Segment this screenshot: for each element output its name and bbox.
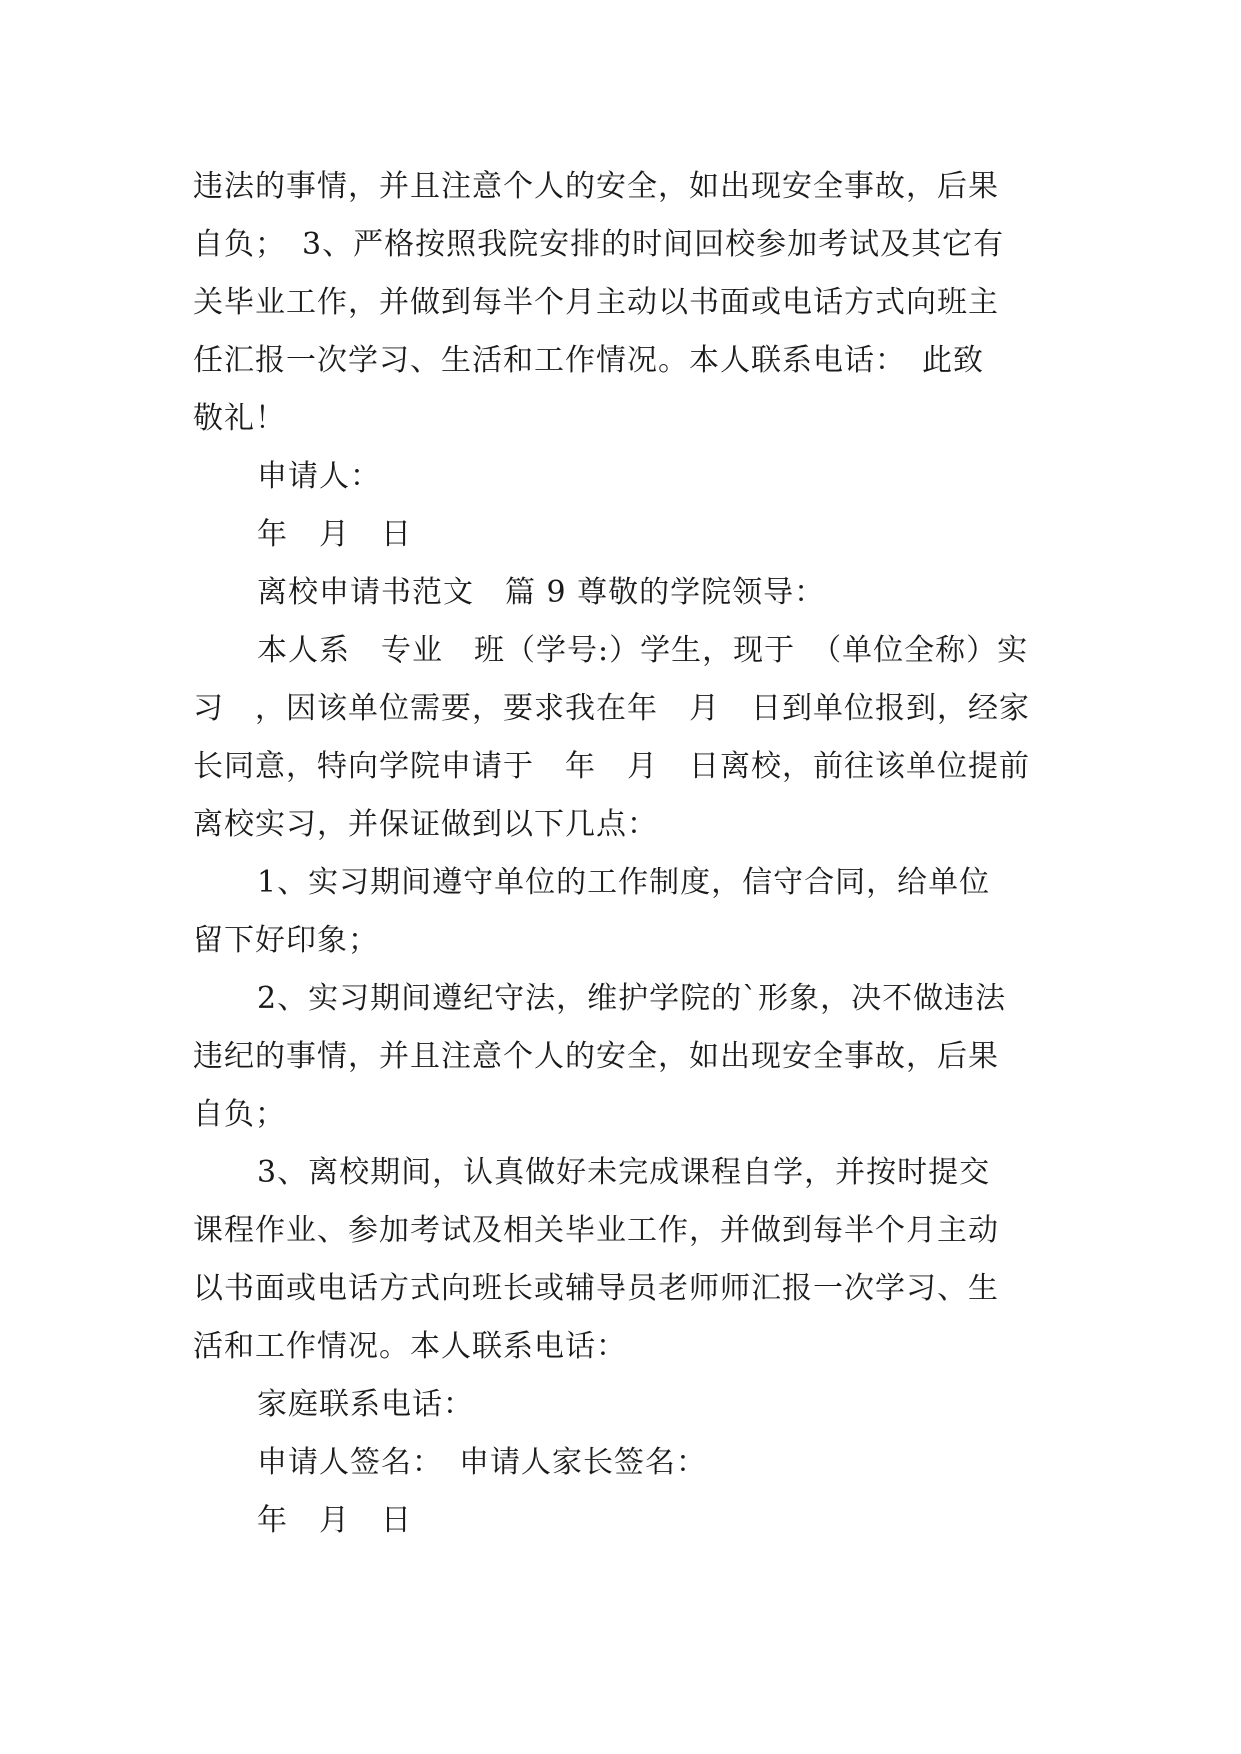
text-line: 任汇报一次学习、生活和工作情况。本人联系电话： 此致	[193, 343, 984, 378]
text-line: 本人系 专业 班（学号:）学生，现于 （单位全称）实	[257, 633, 1029, 668]
document-body	[193, 158, 1049, 1550]
family-phone-label: 家庭联系电话：	[257, 1387, 474, 1422]
signature-labels: 申请人签名： 申请人家长签名：	[257, 1445, 707, 1480]
date-line: 年 月 日	[257, 517, 412, 552]
list-item-3: 3、离校期间，认真做好未完成课程自学，并按时提交	[257, 1155, 991, 1190]
text-line: 自负； 3、严格按照我院安排的时间回校参加考试及其它有	[193, 227, 1005, 262]
text-line: 离校实习，并保证做到以下几点：	[193, 807, 658, 842]
date-line: 年 月 日	[257, 1503, 412, 1538]
text-line: 课程作业、参加考试及相关毕业工作，并做到每半个月主动	[193, 1213, 999, 1248]
text-line: 自负；	[193, 1097, 286, 1132]
text-line: 违纪的事情，并且注意个人的安全，如出现安全事故，后果	[193, 1039, 999, 1074]
applicant-label: 申请人：	[257, 459, 381, 494]
text-line: 长同意，特向学院申请于 年 月 日离校，前往该单位提前	[193, 749, 1030, 784]
text-line: 习 ，因该单位需要，要求我在年 月 日到单位报到，经家	[193, 691, 1030, 726]
section-heading: 离校申请书范文 篇 9 尊敬的学院领导：	[257, 575, 826, 610]
text-line: 以书面或电话方式向班长或辅导员老师师汇报一次学习、生	[193, 1271, 999, 1306]
list-item-1: 1、实习期间遵守单位的工作制度，信守合同，给单位	[257, 865, 991, 900]
text-line: 违法的事情，并且注意个人的安全，如出现安全事故，后果	[193, 169, 999, 204]
text-line: 敬礼！	[193, 401, 286, 436]
text-line: 活和工作情况。本人联系电话：	[193, 1329, 627, 1364]
list-item-2: 2、实习期间遵纪守法，维护学院的`形象，决不做违法	[257, 981, 1007, 1016]
text-line: 关毕业工作，并做到每半个月主动以书面或电话方式向班主	[193, 285, 999, 320]
text-line: 留下好印象；	[193, 923, 379, 958]
